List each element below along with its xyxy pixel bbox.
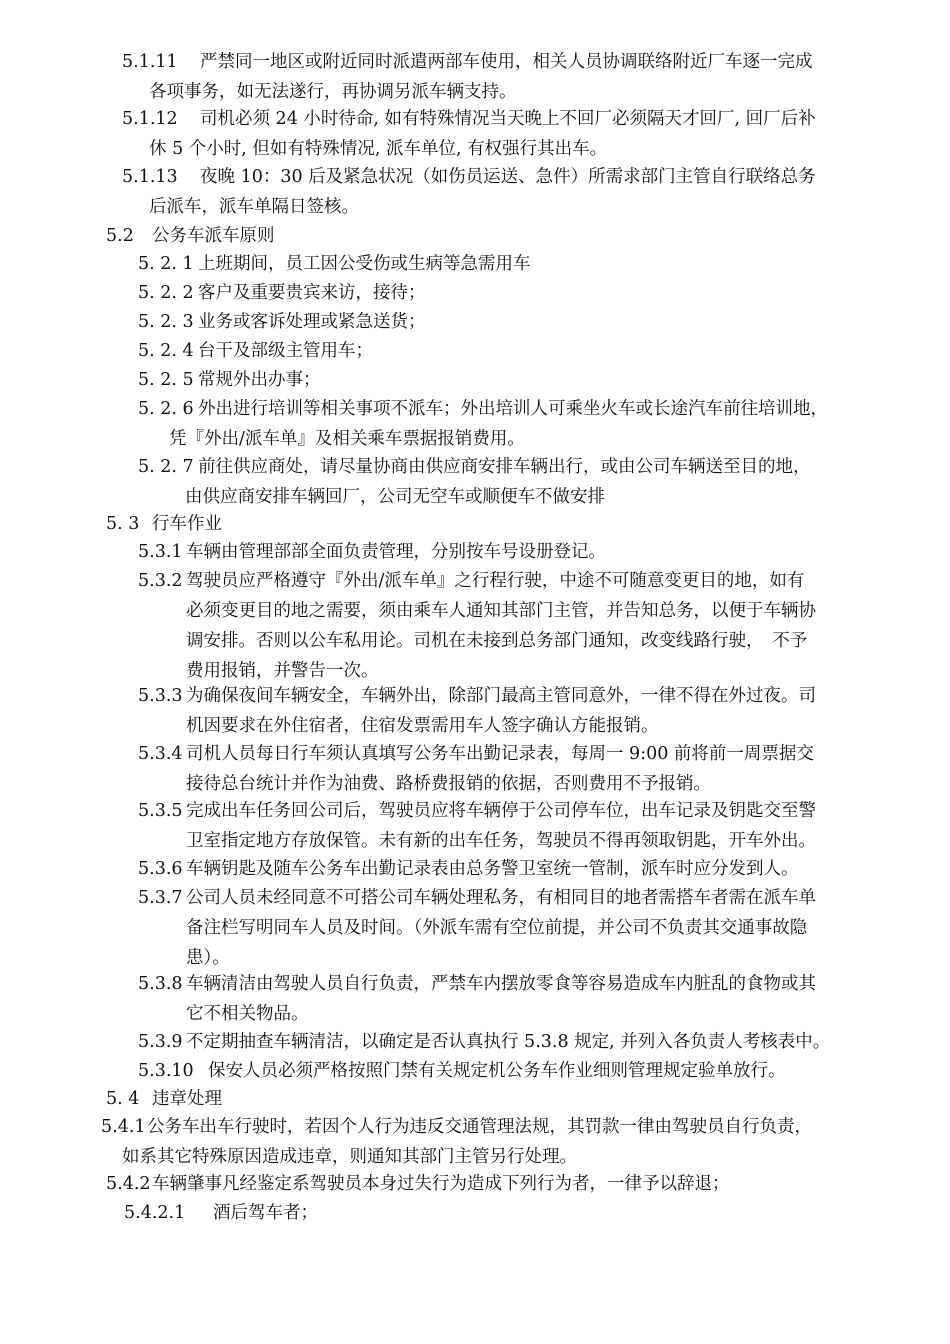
- clause-number: 5.3.4: [138, 744, 183, 764]
- clause-number: 5. 2. 5: [138, 370, 194, 390]
- clause-text: 客户及重要贵宾来访，接待；: [198, 283, 426, 303]
- clause-number: 5.1.11: [122, 52, 178, 72]
- clause-number: 5.3.6: [138, 859, 183, 879]
- clause-number: 5.1.13: [122, 167, 178, 187]
- clause-number: 5. 2. 4: [138, 341, 194, 361]
- section-number: 5.2: [106, 226, 134, 246]
- clause-number: 5. 2. 6: [138, 399, 194, 419]
- clause-5-3-1: [138, 537, 606, 567]
- clause-5-3-7: [138, 883, 816, 973]
- clause-5-3-4: [138, 739, 814, 799]
- clause-text: 司机必须 24 小时待命, 如有特殊情况当天晚上不回厂必须隔天才回厂, 回厂后补: [200, 109, 816, 129]
- clause-text: 不定期抽查车辆清洁，以确定是否认真执行 5.3.8 规定, 并列入各负责人考核表中。: [186, 1032, 831, 1052]
- clause-5-4-2-1: [124, 1198, 318, 1228]
- clause-text-continued: 卫室指定地方存放保管。未有新的出车任务，驾驶员不得再领取钥匙，开车外出。: [186, 831, 816, 851]
- clause-text-continued: 它不相关物品。: [186, 1004, 309, 1024]
- clause-5-1-11: [122, 47, 813, 107]
- clause-number: 5.3.2: [138, 571, 183, 591]
- clause-5-4-2: [106, 1169, 730, 1199]
- clause-text: 司机人员每日行车须认真填写公务车出勤记录表，每周一 9:00 前将前一周票据交: [186, 744, 814, 764]
- clause-5-1-13: [122, 162, 816, 222]
- section-title: 公务车派车原则: [152, 226, 275, 246]
- clause-text-continued: 如系其它特殊原因造成违章，则通知其部门主管另行处理。: [122, 1147, 577, 1167]
- clause-number: 5.3.7: [138, 888, 183, 908]
- clause-5-1-12: [122, 104, 816, 164]
- clause-text: 台干及部级主管用车；: [198, 341, 373, 361]
- clause-text-continued: 休 5 个小时, 但如有特殊情况, 派车单位, 有权强行其出车。: [149, 139, 608, 159]
- clause-5-3-6: [138, 854, 799, 884]
- clause-number: 5. 2. 2: [138, 283, 194, 303]
- clause-5-3-5: [138, 796, 816, 856]
- section-title: 违章处理: [152, 1089, 222, 1109]
- clause-number: 5.3.10: [138, 1061, 194, 1081]
- clause-number: 5.3.3: [138, 686, 183, 706]
- clause-text-continued: 由供应商安排车辆回厂，公司无空车或顺便车不做安排: [185, 487, 605, 507]
- clause-text-continued: 患）。: [186, 948, 230, 968]
- clause-text-continued: 必须变更目的地之需要，须由乘车人通知其部门主管，并告知总务，以便于车辆协: [186, 601, 816, 621]
- clause-text: 酒后驾车者；: [213, 1203, 318, 1223]
- clause-5-3-3: [138, 681, 816, 741]
- clause-number: 5.4.1: [101, 1117, 146, 1137]
- clause-text-continued: 凭『外出/派车单』及相关乘车票据报销费用。: [169, 429, 525, 449]
- clause-text-continued: 接待总台统计并作为油费、路桥费报销的依据，否则费用不予报销。: [186, 774, 711, 794]
- clause-text-continued: 各项事务，如无法遂行，再协调另派车辆支持。: [149, 82, 517, 102]
- clause-text: 外出进行培训等相关事项不派车；外出培训人可乘坐火车或长途汽车前往培训地，: [198, 399, 828, 419]
- clause-number: 5. 2. 1: [138, 254, 194, 274]
- clause-text-continued: 后派车，派车单隔日签核。: [149, 197, 359, 217]
- clause-number: 5.3.8: [138, 974, 183, 994]
- clause-number: 5. 2. 7: [138, 457, 194, 477]
- clause-5-3-2: [138, 566, 816, 686]
- clause-text: 保安人员必须严格按照门禁有关规定机公务车作业细则管理规定验单放行。: [208, 1061, 786, 1081]
- clause-number: 5.3.5: [138, 801, 183, 821]
- clause-number: 5.3.9: [138, 1032, 183, 1052]
- clause-number: 5.1.12: [122, 109, 178, 129]
- clause-text: 公务车出车行驶时，若因个人行为违反交通管理法规，其罚款一律由驾驶员自行负责，: [147, 1117, 812, 1137]
- clause-text: 完成出车任务回公司后，驾驶员应将车辆停于公司停车位，出车记录及钥匙交至警: [186, 801, 816, 821]
- clause-number: 5.4.2: [106, 1174, 151, 1194]
- section-heading-5-3: [106, 509, 222, 539]
- section-title: 行车作业: [152, 514, 222, 534]
- clause-text-continued: 费用报销，并警告一次。: [186, 661, 379, 681]
- clause-text: 车辆钥匙及随车公务车出勤记录表由总务警卫室统一管制，派车时应分发到人。: [186, 859, 799, 879]
- clause-5-2-5: [138, 365, 321, 395]
- clause-5-2-1: [138, 249, 531, 279]
- clause-text-continued: 调安排。否则以公车私用论。司机在未接到总务部门通知，改变线路行驶， 不予: [186, 631, 808, 651]
- clause-text: 常规外出办事；: [198, 370, 321, 390]
- clause-5-4-1: [101, 1112, 812, 1172]
- clause-text: 上班期间，员工因公受伤或生病等急需用车: [198, 254, 531, 274]
- clause-text: 车辆肇事凡经鉴定系驾驶员本身过失行为造成下列行为者，一律予以辞退；: [152, 1174, 730, 1194]
- clause-text: 车辆由管理部部全面负责管理，分别按车号设册登记。: [186, 542, 606, 562]
- clause-text-continued: 备注栏写明同车人员及时间。（外派车需有空位前提，并公司不负责其交通事故隐: [186, 918, 808, 938]
- clause-text: 严禁同一地区或附近同时派遣两部车使用，相关人员协调联络附近厂车逐一完成: [200, 52, 813, 72]
- clause-text: 前往供应商处，请尽量协商由供应商安排车辆出行，或由公司车辆送至目的地，: [198, 457, 811, 477]
- clause-text: 夜晚 10：30 后及紧急状况（如伤员运送、急件）所需求部门主管自行联络总务: [200, 167, 816, 187]
- clause-number: 5.4.2.1: [124, 1203, 186, 1223]
- section-number: 5. 4: [106, 1089, 140, 1109]
- clause-number: 5.3.1: [138, 542, 183, 562]
- section-number: 5. 3: [106, 514, 140, 534]
- section-heading-5-4: [106, 1084, 222, 1114]
- clause-text: 车辆清洁由驾驶人员自行负责，严禁车内摆放零食等容易造成车内脏乱的食物或其: [186, 974, 816, 994]
- clause-5-2-4: [138, 336, 373, 366]
- clause-5-2-7: [138, 452, 811, 512]
- clause-5-2-6: [138, 394, 828, 454]
- clause-text: 公司人员未经同意不可搭公司车辆处理私务，有相同目的地者需搭车者需在派车单: [186, 888, 816, 908]
- clause-5-3-8: [138, 969, 816, 1029]
- clause-text: 业务或客诉处理或紧急送货；: [198, 312, 426, 332]
- clause-text-continued: 机因要求在外住宿者，住宿发票需用车人签字确认方能报销。: [186, 716, 659, 736]
- clause-number: 5. 2. 3: [138, 312, 194, 332]
- clause-5-3-10: [138, 1056, 786, 1086]
- clause-text: 为确保夜间车辆安全，车辆外出，除部门最高主管同意外，一律不得在外过夜。司: [186, 686, 816, 706]
- clause-5-2-3: [138, 307, 426, 337]
- clause-5-2-2: [138, 278, 426, 308]
- section-heading-5-2: [106, 221, 275, 251]
- clause-5-3-9: [138, 1027, 830, 1057]
- clause-text: 驾驶员应严格遵守『外出/派车单』之行程行驶，中途不可随意变更目的地，如有: [186, 571, 805, 591]
